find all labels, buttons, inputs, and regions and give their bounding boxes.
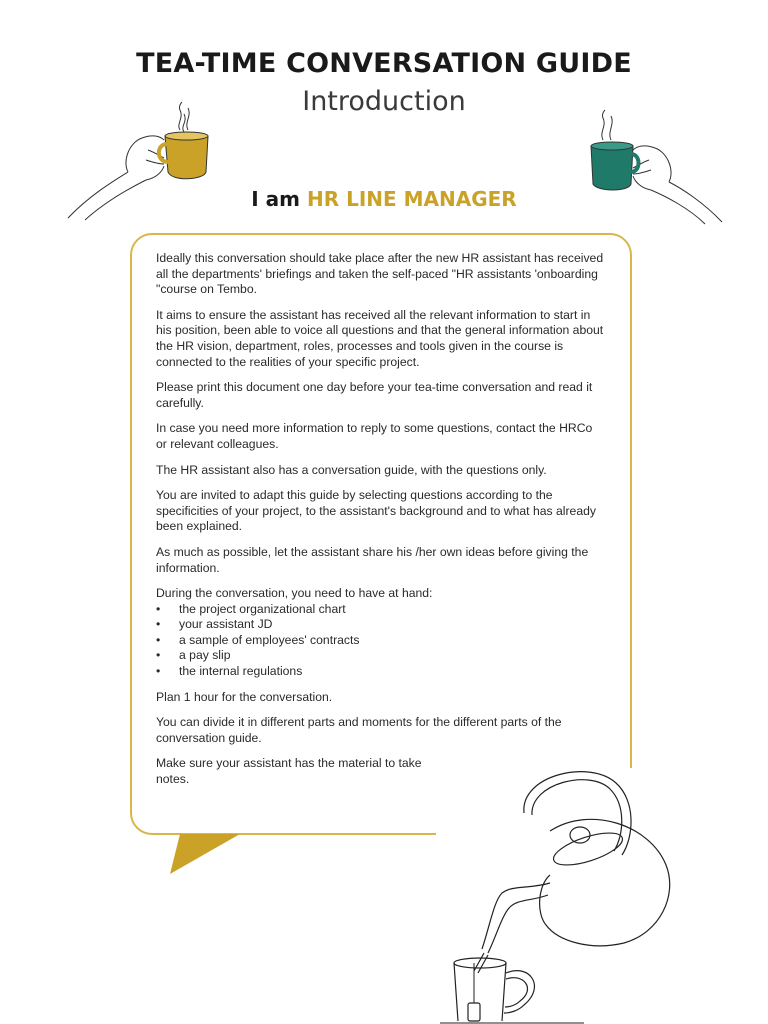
paragraph: Plan 1 hour for the conversation. [156,689,333,704]
paragraph: In case you need more information to reply to some questions, contact the HRCo or relevant colleagues. [156,421,593,451]
tea-cup-icon [450,955,590,1024]
paragraph: Make sure your assistant has the material to take notes. [156,756,422,787]
list-item: • the project organizational chart [156,602,606,618]
paragraph: The HR assistant also has a conversation guide, with the questions only. [156,462,547,477]
page-title: TEA-TIME CONVERSATION GUIDE [136,48,632,79]
paragraph: Please print this document one day before your tea-time conversation and read it carefully. [156,380,593,410]
list-item: • your assistant JD [156,617,606,633]
role-name: HR LINE MANAGER [306,187,517,211]
bubble-content [156,251,606,798]
list-item: • a sample of employees' contracts [156,633,606,649]
paragraph: Ideally this conversation should take place after the new HR assistant has received all the departments' briefings and taken the self-paced "HR assistants 'onboarding "course on Tembo. [156,251,604,297]
page-subtitle: Introduction [302,86,466,117]
list-item: • the internal regulations [156,664,606,680]
list-item: • a pay slip [156,648,606,664]
checklist [156,602,606,680]
paragraph: During the conversation, you need to have at hand: [156,586,433,601]
role-prefix: I am [251,187,301,211]
paragraph: As much as possible, let the assistant share his /her own ideas before giving the information. [156,544,589,575]
paragraph: You are invited to adapt this guide by selecting questions according to the specificities of your project, to the assistant's background and to what has already been explained. [156,488,596,534]
paragraph: It aims to ensure the assistant has received all the relevant information to start in his position, been able to voice all questions and that the general information about the HR vision, department, roles, processes and tools given in the course is connected to the realities of your specific project. [156,307,604,369]
role-heading [0,187,768,211]
paragraph: You can divide it in different parts and moments for the different parts of the conversation guide. [156,715,562,745]
bubble-tail [168,834,248,876]
